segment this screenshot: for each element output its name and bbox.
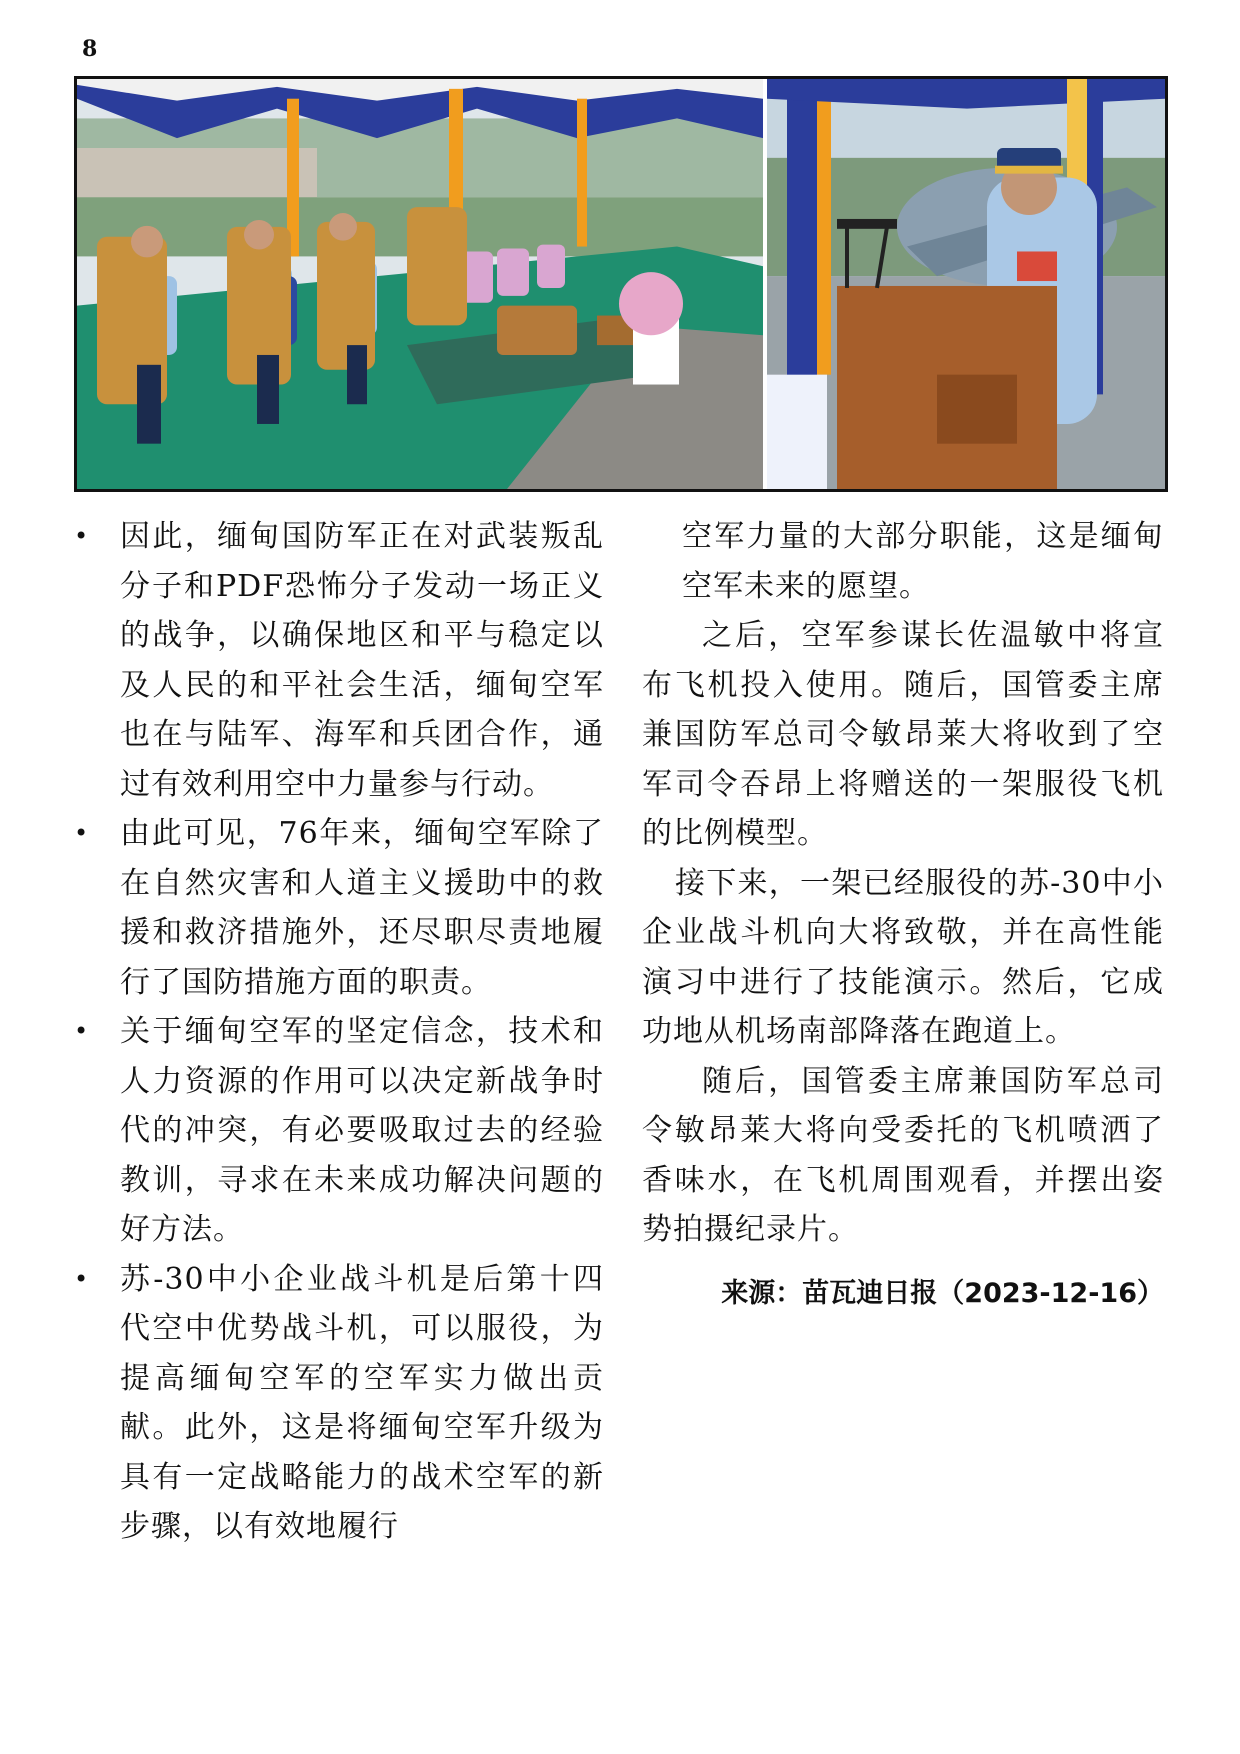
left-column <box>74 512 604 1552</box>
bullet-item: • 由此可见，76年来，缅甸空军除了在自然灾害和人道主义援助中的救援和救济措施外，还尽职尽责地履行了国防措施方面的职责。 <box>74 809 604 1007</box>
photo-strip <box>74 76 1168 492</box>
paragraph: 随后，国管委主席兼国防军总司令敏昂莱大将向受委托的飞机喷洒了香味水，在飞机周围观看，并摆出姿势拍摄纪录片。 <box>642 1063 1164 1247</box>
speaker-podium-photo <box>763 79 1165 489</box>
bullet-list <box>74 512 604 1552</box>
bullet-item: • 因此，缅甸国防军正在对武装叛乱分子和PDF恐怖分子发动一场正义的战争，以确保地区和平与稳定以及人民的和平社会生活，缅甸空军也在与陆军、海军和兵团合作，通过有效利用空中力量参与行动。 <box>74 512 604 809</box>
page-number: 8 <box>82 36 98 62</box>
ceremony-photo-icon <box>77 79 763 489</box>
bullet-continuation: 空军力量的大部分职能，这是缅甸空军未来的愿望。 <box>682 519 1164 604</box>
ceremony-photo <box>77 79 763 489</box>
bullet-item: • 关于缅甸空军的坚定信念，技术和人力资源的作用可以决定新战争时代的冲突，有必要吸取过去的经验教训，寻求在未来成功解决问题的好方法。 <box>74 1007 604 1255</box>
right-column <box>642 512 1164 1318</box>
paragraph: 接下来，一架已经服役的苏-30中小企业战斗机向大将致敬，并在高性能演习中进行了技能演示。然后，它成功地从机场南部降落在跑道上。 <box>642 865 1164 1049</box>
paragraph: 之后，空军参谋长佐温敏中将宣布飞机投入使用。随后，国管委主席兼国防军总司令敏昂莱大将收到了空军司令吞昂上将赠送的一架服役飞机的比例模型。 <box>642 618 1164 851</box>
source-credit: 来源：苗瓦迪日报（2023-12-16） <box>721 1277 1164 1309</box>
speaker-podium-photo-icon <box>767 79 1165 489</box>
bullet-item: • 苏-30中小企业战斗机是后第十四代空中优势战斗机，可以服役，为提高缅甸空军的空军实力做出贡献。此外，这是将缅甸空军升级为具有一定战略能力的战术空军的新步骤，以有效地履行 <box>74 1255 604 1552</box>
